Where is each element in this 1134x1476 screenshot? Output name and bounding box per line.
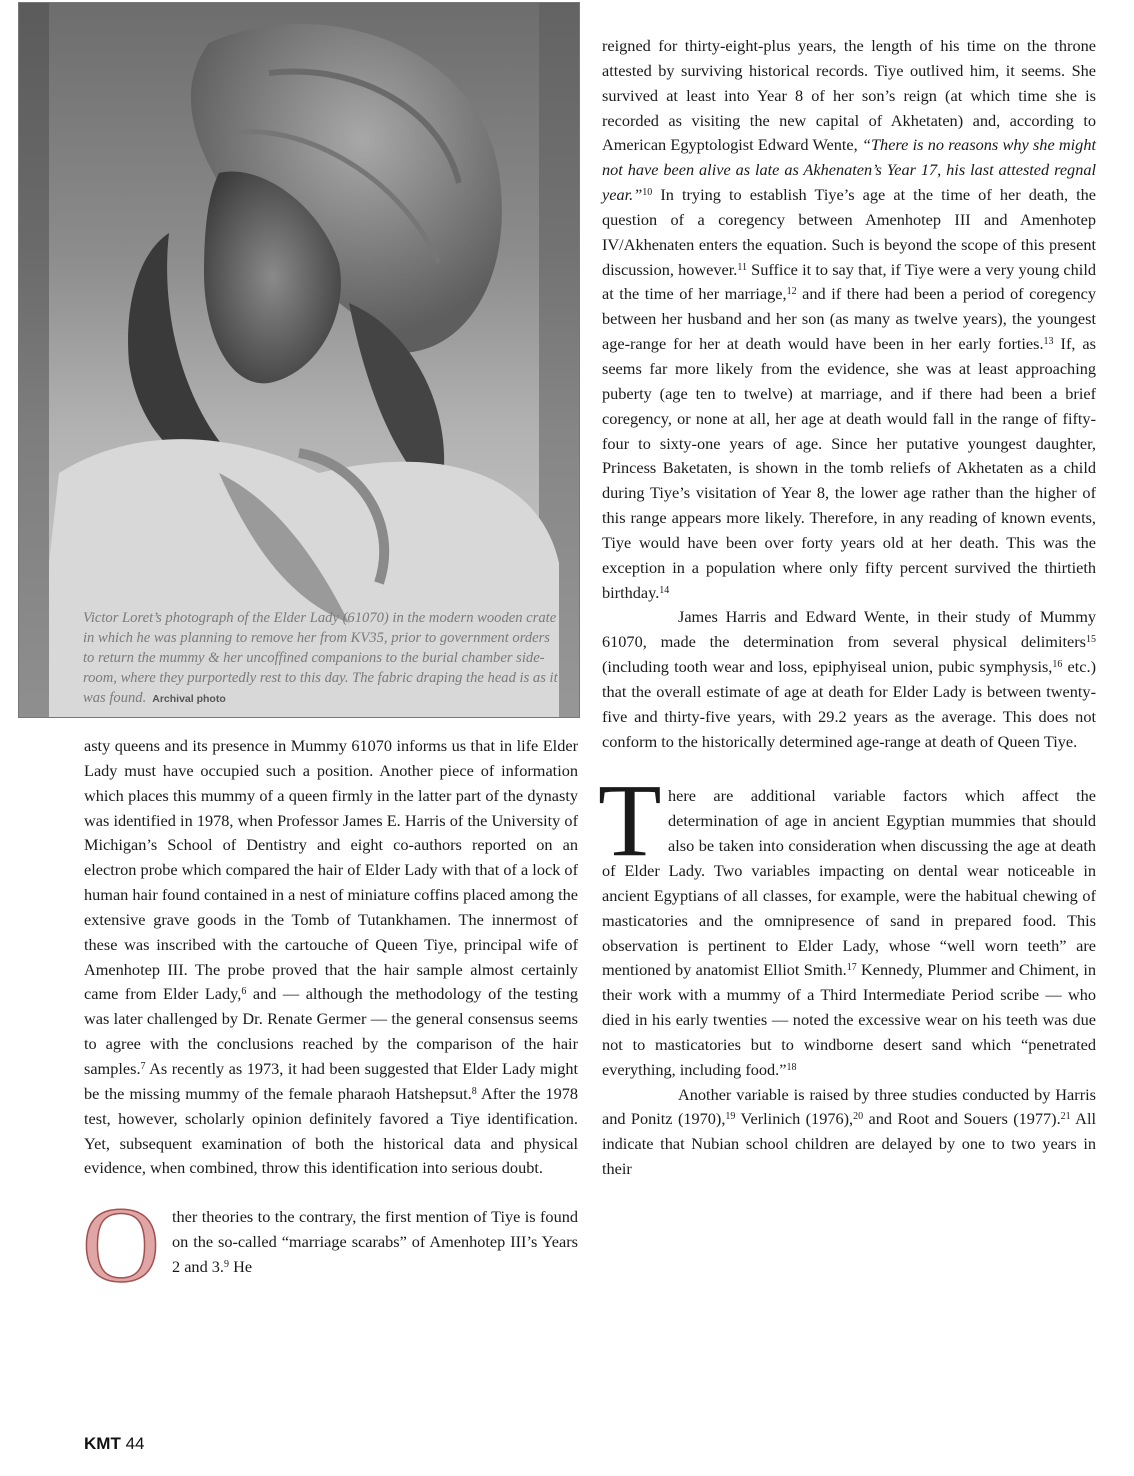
text-run: As recently as 1973, it had been suggested that Elder Lady might be the missing mummy of the female pharaoh Hatshepsut. <box>84 1058 578 1103</box>
text-run: etc.) that the overall estimate of age at death for Elder Lady is between twenty-five and thirty-five years, with 29.2 years as the average. This does not conform to the historically determined age-range at death of Queen Tiye. <box>602 657 1096 751</box>
text-run: Suffice it to say that, if Tiye were a very young child at the time of her marriage, <box>602 259 1096 304</box>
text-run: After the 1978 test, however, scholarly opinion definitely favored a Tiye identification. Yet, subsequent examination of both the historical data and physical evidence, when combined, throw this identification into serious doubt. <box>84 1083 578 1178</box>
footnote-ref: 11 <box>737 261 747 273</box>
text-run: asty queens and its presence in Mummy 61070 informs us that in life Elder Lady must have occupied such a position. Another piece of information which places this mummy of a queen firmly in the latter part of the dynasty was identified in 1978, when Professor James E. Harris of the University of Michigan’s School of Dentistry and eight co-authors reported on an electron probe which compared the hair of Elder Lady with that of a lock of human hair found contained in a nest of miniature coffins placed among the extensive grave goods in the Tomb of Tutankhamen. The innermost of these was inscribed with the cartouche of Queen Tiye, principal wife of Amenhotep III. The probe proved that the hair sample almost certainly came from Elder Lady, <box>84 736 578 1004</box>
text-run: and — although the methodology of the testing was later challenged by Dr. Renate Germer — the general consensus seems to agree with the conclusions reached by the comparison of the hair samples. <box>84 984 578 1078</box>
footnote-ref: 8 <box>471 1085 477 1097</box>
text-run: reigned for thirty-eight-plus years, the length of his time on the throne attested by surviving historical records. Tiye outlived him, it seems. She survived at least into Year 8 of her son’s reign (at which time she is recorded as visiting the new capital of Akhetaten) and, according to American Egyptologist Edward Wente, <box>602 36 1096 155</box>
footnote-ref: 6 <box>241 986 247 998</box>
text-run: (including tooth wear and loss, epiphyiseal union, pubic symphysis, <box>602 657 1053 677</box>
text-run: He <box>229 1256 253 1276</box>
text-run: If, as seems far more likely from the evidence, she was at least approaching puberty (age ten to twelve) at marriage, and if there had been a brief coregency, or none at all, her age at death would fall in the range of fifty-four to sixty-one years of age. Since her putative youngest daughter, Princess Baketaten, is shown in the tomb reliefs of Akhetaten as a child during Tiye’s visitation of Year 8, the lower age rather than the higher of this range appears more likely. Therefore, in any reading of known events, Tiye would have been over forty years old at her death. This was the exception in a population where only fifty percent survived the thirtieth birthday. <box>602 334 1096 602</box>
footnote-ref: 19 <box>725 1111 736 1123</box>
footnote-ref: 13 <box>1043 336 1054 348</box>
photo-caption <box>83 608 563 709</box>
text-run: and Root and Souers (1977). <box>863 1109 1061 1129</box>
caption-text: Victor Loret’s photograph of the Elder Lady (61070) in the modern wooden crate in which he was planning to remove her from KV35, prior to government orders to return the mummy & her uncoffined companions to the burial chamber side-room, where they purportedly rest to this day. The fabric draping the head is as it was found. <box>83 610 558 706</box>
footnote-ref: 17 <box>846 962 857 974</box>
footnote-ref: 15 <box>1086 634 1096 646</box>
text-run: Another variable is raised by three studies conducted by Harris and Ponitz (1970), <box>602 1084 1096 1129</box>
archival-photo <box>18 2 580 718</box>
footnote-ref: 14 <box>659 584 670 596</box>
footnote-ref: 12 <box>786 286 797 298</box>
page-number: 44 <box>125 1434 145 1453</box>
footnote-ref: 16 <box>1052 659 1063 671</box>
text-run: All indicate that Nubian school children are delayed by one to two years in their <box>602 1109 1096 1179</box>
footnote-ref: 10 <box>642 187 653 199</box>
text-run: Verlinich (1976), <box>735 1109 854 1129</box>
quote-text: “There is no reasons why she might not have been alive as late as Akhenaten’s Year 17, his last attested regnal year.” <box>602 135 1096 205</box>
left-paragraph-2 <box>82 1186 578 1306</box>
left-column <box>82 734 578 1306</box>
footnote-ref: 20 <box>853 1111 864 1123</box>
footnote-ref: 9 <box>224 1258 229 1270</box>
footnote-ref: 21 <box>1060 1111 1071 1123</box>
footnote-ref: 7 <box>140 1060 146 1072</box>
text-run: ther theories to the contrary, the first mention of Tiye is found on the so-called “marriage scarabs” of Amenhotep III’s Years 2 and 3. <box>172 1207 578 1276</box>
drop-cap: O <box>82 1186 160 1306</box>
footnote-ref: 18 <box>786 1061 797 1073</box>
right-paragraph-1 <box>602 34 1096 605</box>
text-run: and if there had been a period of coregency between her husband and her son (as many as twelve years), the youngest age-range for her at death would have been in her early forties. <box>602 284 1097 354</box>
text-run: James Harris and Edward Wente, in their study of Mummy 61070, made the determination from several physical delimiters <box>602 607 1096 652</box>
right-paragraph-3 <box>598 763 1097 1082</box>
text-run: here are additional variable factors which affect the determination of age in ancient Egyptian mummies that should also be taken into consideration when discussing the age at death of Elder Lady. Two variables impacting on dental wear noticeable in ancient Egyptians of all classes, for example, were the habitual chewing of masticatories and the omnipresence of sand in prepared food. This observation is pertinent to Elder Lady, whose “well worn teeth” are mentioned by anatomist Elliot Smith. <box>602 786 1096 980</box>
text-run: Kennedy, Plummer and Chiment, in their work with a mummy of a Third Intermediate Period scribe — who died in his early twenties — noted the excessive wear on his teeth was due not to masticatories but to windborne desert sand which “penetrated everything, including food.” <box>602 960 1097 1079</box>
drop-cap: T <box>598 763 662 879</box>
right-paragraph-4 <box>602 1083 1096 1182</box>
right-column <box>598 34 1097 1182</box>
page-folio <box>84 1434 144 1454</box>
left-paragraph-1 <box>84 734 578 1181</box>
photo-credit: Archival photo <box>152 693 226 705</box>
paragraph-gap <box>602 754 1096 784</box>
right-paragraph-2 <box>602 605 1096 754</box>
magazine-name: KMT <box>84 1434 121 1453</box>
text-run: In trying to establish Tiye’s age at the time of her death, the question of a coregency between Amenhotep III and Amenhotep IV/Akhenaten enters the equation. Such is beyond the scope of this present discussion, however. <box>602 185 1096 279</box>
